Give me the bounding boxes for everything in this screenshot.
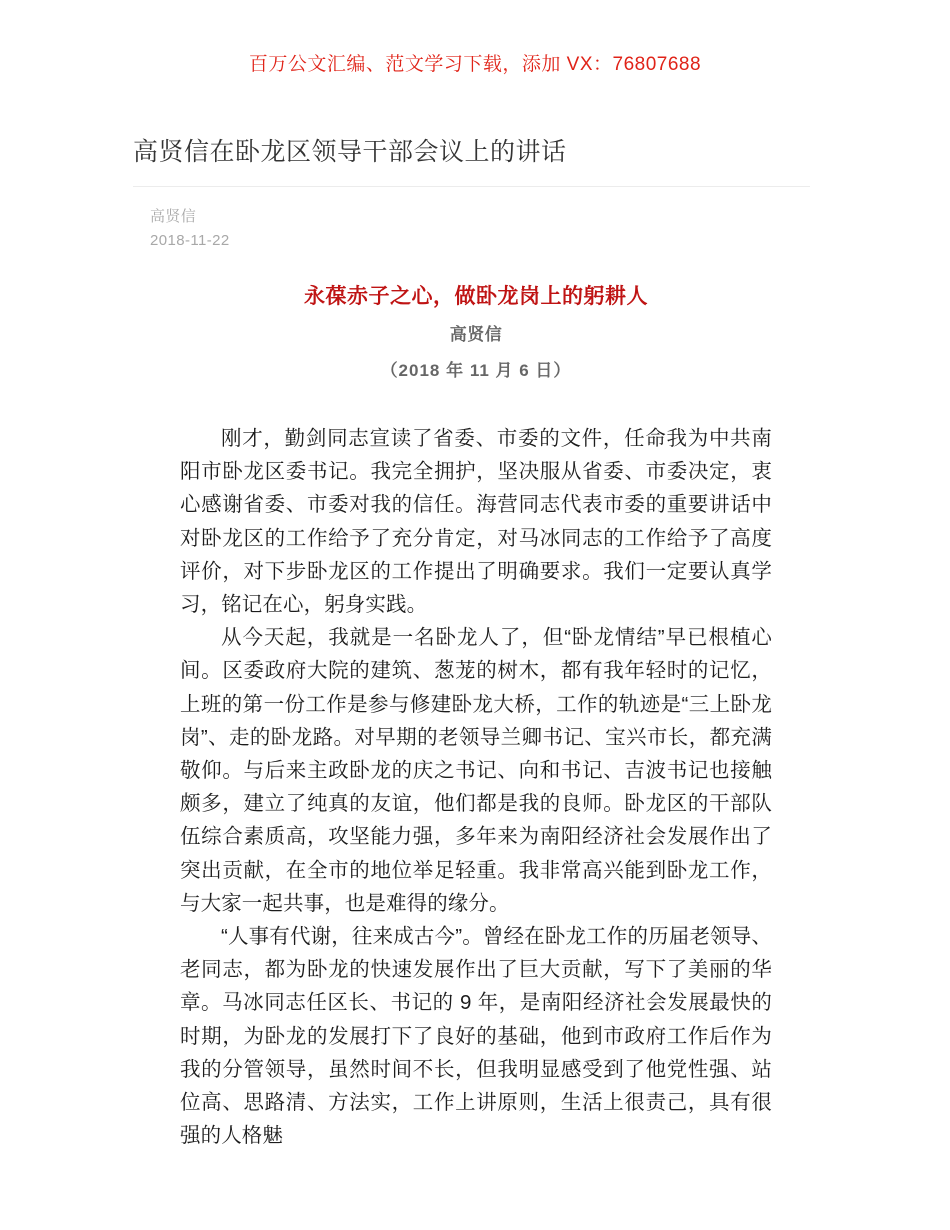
document-paragraph: 刚才，勤剑同志宣读了省委、市委的文件，任命我为中共南阳市卧龙区委书记。我完全拥护，坚决服从省委、市委决定，衷心感谢省委、市委对我的信任。海营同志代表市委的重要讲话中对卧龙区的工作给予了充分肯定，对马冰同志的工作给予了高度评价，对下步卧龙区的工作提出了明确要求。我们一定要认真学习，铭记在心，躬身实践。 — [180, 427, 772, 617]
article-header — [133, 134, 810, 253]
document-date: （2018 年 11 月 6 日） — [380, 361, 572, 380]
document-paragraph: 从今天起，我就是一名卧龙人了，但“卧龙情结”早已根植心间。区委政府大院的建筑、葱茏的树木，都有我年轻时的记忆，上班的第一份工作是参与修建卧龙大桥，工作的轨迹是“三上卧龙岗”、走的卧龙路。对早期的老领导兰卿书记、宝兴市长，都充满敬仰。与后来主政卧龙的庆之书记、向和书记、吉波书记也接触颇多，建立了纯真的友谊，他们都是我的良师。卧龙区的干部队伍综合素质高，攻坚能力强，多年来为南阳经济社会发展作出了突出贡献，在全市的地位举足轻重。我非常高兴能到卧龙工作，与大家一起共事，也是难得的缘分。 — [180, 626, 772, 915]
document-title: 永葆赤子之心，做卧龙岗上的躬耕人 — [304, 285, 648, 308]
article-date: 2018-11-22 — [150, 232, 230, 249]
document-paragraphs — [180, 422, 772, 1152]
promo-banner: 百万公文汇编、范文学习下载，添加 VX：76807688 — [248, 54, 702, 75]
document-body — [180, 282, 772, 1152]
article-meta — [133, 187, 810, 253]
article-author: 高贤信 — [150, 208, 197, 225]
page-title: 高贤信在卧龙区领导干部会议上的讲话 — [133, 138, 567, 166]
document-author: 高贤信 — [449, 325, 503, 344]
document-paragraph: “人事有代谢，往来成古今”。曾经在卧龙工作的历届老领导、老同志，都为卧龙的快速发展作出了巨大贡献，写下了美丽的华章。马冰同志任区长、书记的 9 年，是南阳经济社会发展最快的时期，为卧龙的发展打下了良好的基础，他到市政府工作后作为我的分管领导，虽然时间不长，但我明显感受到了他党性强、站位高、思路清、方法实，工作上讲原则，生活上很责己，具有很强的人格魅 — [180, 925, 772, 1148]
